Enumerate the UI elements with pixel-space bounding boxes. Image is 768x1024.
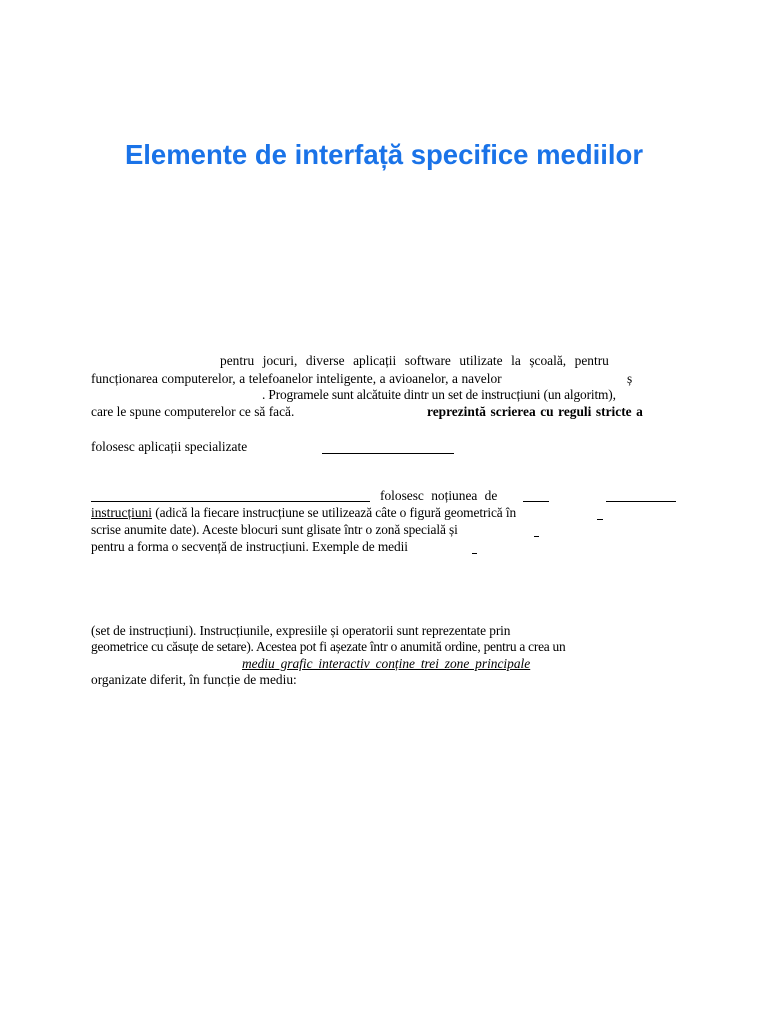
p3-line-2	[91, 505, 516, 521]
p2-line-1	[91, 439, 247, 455]
p3-line-4-text: pentru a forma o secvență de instrucțiuni. Exemple de medii	[91, 539, 408, 554]
p3-line-3	[91, 522, 458, 538]
p4-line-3	[242, 656, 530, 672]
p3-blank-4	[597, 508, 603, 520]
p4-line-1	[91, 623, 510, 639]
p3-line-4	[91, 539, 408, 555]
p1-line-1-text	[220, 353, 676, 369]
p3-blank-6	[472, 542, 477, 554]
p3-line-1a-text: folosesc noțiunea de	[380, 488, 498, 503]
p3-line-3-text: scrise anumite date). Aceste blocuri sunt glisate într o zonă specială și	[91, 522, 458, 537]
p1-line-2	[91, 371, 502, 387]
p1-line-2-tail	[627, 371, 632, 387]
p3-line-1a	[380, 488, 497, 504]
p1-line-2-text: funcționarea computerelor, a telefoanelor inteligente, a avioanelor, a navelor	[91, 371, 502, 386]
page-title: Elemente de interfață specifice mediilor	[124, 139, 644, 170]
p2-blank	[322, 442, 454, 454]
p3-line-2-text: (adică la fiecare instrucțiune se utilizează câte o figură geometrică în	[152, 505, 517, 520]
p4-line-4-text: organizate diferit, în funcție de mediu:	[91, 672, 297, 687]
p1-line-1	[220, 353, 676, 369]
p4-italic-underlined: mediu grafic interactiv conține trei zone principale	[242, 656, 531, 671]
p1-line-4b-text: reprezintă scrierea cu reguli stricte a	[427, 404, 643, 419]
p1-line-4a-text: care le spune computerelor ce să facă.	[91, 404, 295, 419]
p1-line-4a	[91, 404, 294, 420]
p3-blank-2	[523, 490, 549, 502]
p4-line-2	[91, 639, 565, 655]
p1-line-2-tail-text: ș	[627, 371, 633, 386]
p1-line-4b	[427, 404, 643, 420]
p1-line-3	[262, 387, 616, 403]
p3-blank-1	[91, 490, 370, 502]
p3-underlined-term: instrucțiuni	[91, 505, 152, 520]
p2-line-1-text: folosesc aplicații specializate	[91, 439, 248, 454]
p3-blank-3	[606, 490, 676, 502]
p1-line-3-text: . Programele sunt alcătuite dintr un set de instrucțiuni (un algoritm),	[262, 387, 616, 402]
p3-blank-5	[534, 525, 539, 537]
p1-line-1-span: pentru jocuri, diverse aplicații software utilizate la școală, pentru	[220, 353, 609, 368]
p4-line-2-text: geometrice cu căsuțe de setare). Acestea pot fi așezate într o anumită ordine, pentru a crea un	[91, 639, 566, 654]
p4-line-1-text: (set de instrucțiuni). Instrucțiunile, expresiile și operatorii sunt reprezentate prin	[91, 623, 511, 638]
p4-line-4	[91, 672, 297, 688]
